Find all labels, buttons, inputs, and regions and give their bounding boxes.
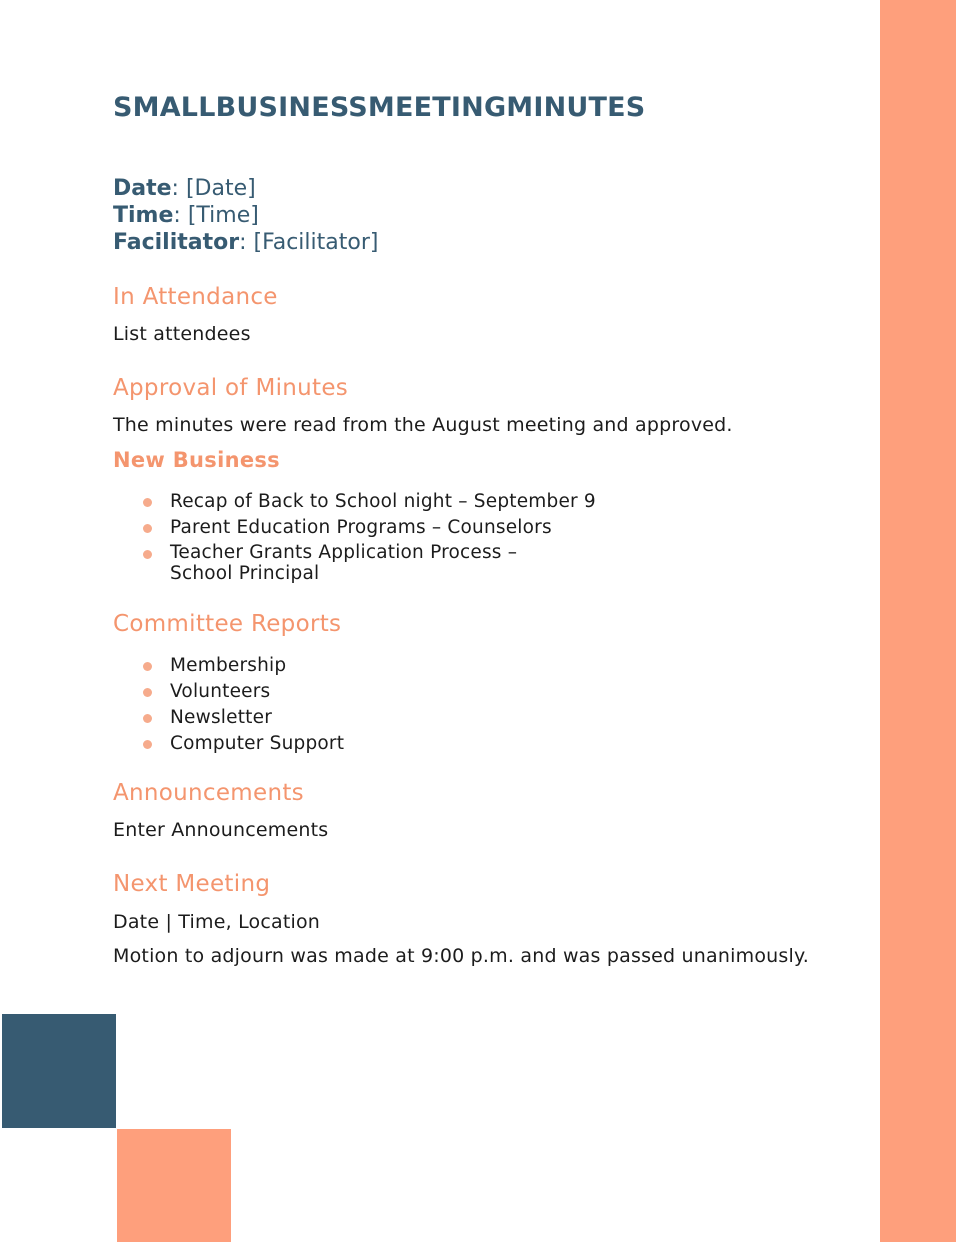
- approval-heading: Approval of Minutes: [113, 375, 349, 401]
- announcements-heading: Announcements: [113, 780, 304, 806]
- list-item: Parent Education Programs – Counselors: [140, 516, 596, 539]
- list-item: Volunteers: [140, 680, 344, 704]
- committee-reports-list: [140, 654, 344, 758]
- meta-date-value: [Date]: [185, 176, 256, 201]
- adjourn-motion-text: Motion to adjourn was made at 9:00 p.m. and was passed unanimously.: [113, 945, 809, 967]
- list-item: Membership: [140, 654, 344, 678]
- meta-facilitator-value: [Facilitator]: [253, 230, 379, 255]
- meta-facilitator-label: Facilitator: [113, 230, 240, 255]
- list-item: Computer Support: [140, 732, 344, 756]
- meta-time-label: Time: [113, 203, 174, 228]
- next-meeting-heading: Next Meeting: [113, 871, 271, 897]
- new-business-heading: New Business: [113, 448, 280, 472]
- decorative-side-bar: [880, 0, 956, 1242]
- announcements-text: Enter Announcements: [113, 819, 329, 841]
- list-item: Newsletter: [140, 706, 344, 730]
- attendance-heading: In Attendance: [113, 284, 278, 310]
- meta-time-value: [Time]: [187, 203, 259, 228]
- attendance-text: List attendees: [113, 323, 251, 345]
- decorative-navy-block: [2, 1014, 116, 1128]
- meta-facilitator: Facilitator: [Facilitator]: [113, 230, 379, 255]
- meta-date-label: Date: [113, 176, 172, 201]
- committee-reports-heading: Committee Reports: [113, 611, 342, 637]
- list-item: Recap of Back to School night – September 9: [140, 490, 596, 513]
- document-title: SMALLBUSINESSMEETINGMINUTES: [113, 92, 646, 123]
- meta-date: Date: [Date]: [113, 176, 256, 201]
- list-item: Teacher Grants Application Process – School Principal: [140, 542, 530, 584]
- decorative-peach-block: [117, 1129, 231, 1242]
- new-business-list: [140, 490, 596, 587]
- approval-text: The minutes were read from the August meeting and approved.: [113, 414, 733, 436]
- next-meeting-details: Date | Time, Location: [113, 911, 321, 933]
- meta-time: Time: [Time]: [113, 203, 259, 228]
